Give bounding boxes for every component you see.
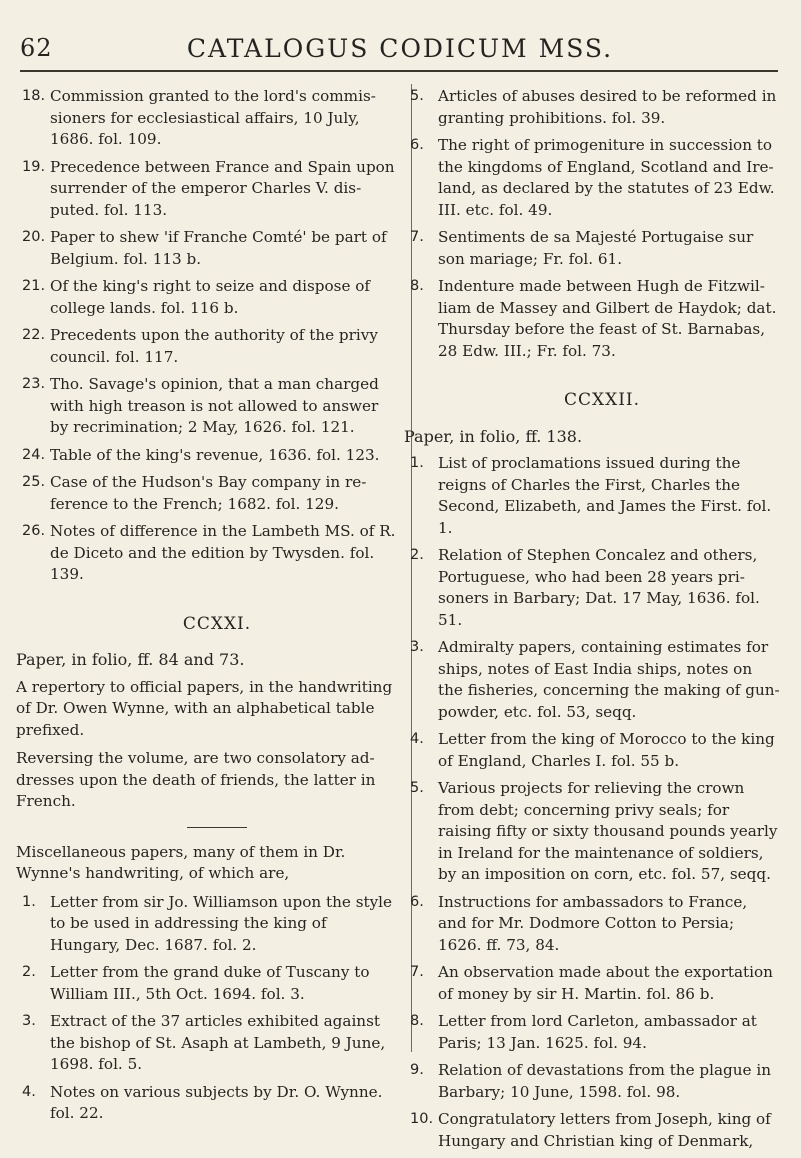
left-entries-ccxxi <box>22 892 398 1125</box>
entry-text: Sentiments de sa Majesté Portugaise sur son mariage; Fr. fol. 61. <box>438 228 754 268</box>
entry-text: Admiralty papers, containing estimates for ships, notes of East India ships, notes on the fisheries, concerning the making of gunpowder, etc. fol. 53, seqq. <box>438 638 780 721</box>
entry-number: 19. <box>22 158 46 175</box>
catalogue-entry <box>22 445 398 467</box>
entry-number: 21. <box>22 278 46 294</box>
catalogue-entry <box>410 86 780 129</box>
entry-number: 4. <box>22 1083 36 1100</box>
left-entries-continued <box>22 86 398 586</box>
entry-number: 2. <box>22 964 36 980</box>
entry-text: Extract of the 37 articles exhibited against the bishop of St. Asaph at Lambeth, 9 June, 1698. fol. 5. <box>50 1012 386 1073</box>
entry-number: 10. <box>410 1111 434 1127</box>
catalogue-entry <box>22 472 398 515</box>
entry-text: Precedence between France and Spain upon surrender of the emperor Charles V. disputed. fol. 113. <box>50 157 395 219</box>
entry-number: 8. <box>410 278 424 294</box>
entry-text: Various projects for relieving the crown from debt; concerning privy seals; for raising fifty or sixty thousand pounds yearly in Ireland for the maintenance of soldiers, by an imposition on corn, etc. fol. 57, seqq. <box>438 779 778 883</box>
entry-text: Instructions for ambassadors to France, and for Mr. Dodmore Cotton to Persia; 1626. ff. 73, 84. <box>438 892 748 954</box>
entry-number: 9. <box>410 1062 424 1078</box>
catalogue-entry <box>22 325 398 368</box>
right-column <box>404 86 780 1158</box>
catalogue-entry <box>22 1082 398 1125</box>
section-divider <box>187 827 247 828</box>
page-number: 62 <box>20 34 53 62</box>
catalogue-entry <box>410 545 780 631</box>
entry-number: 26. <box>22 523 46 539</box>
description-paragraph: Reversing the volume, are two consolatory addresses upon the death of friends, the latter in French. <box>16 749 376 810</box>
section-subheading-ccxxii: Paper, in folio, ff. 138. <box>404 426 583 446</box>
description-paragraph: Miscellaneous papers, many of them in Dr. Wynne's handwriting, of which are, <box>16 842 346 882</box>
catalogue-entry <box>410 729 780 772</box>
entry-number: 7. <box>410 964 424 980</box>
catalogue-entry <box>410 453 780 539</box>
entry-text: Letter from the grand duke of Tuscany to William III., 5th Oct. 1694. fol. 3. <box>50 963 370 1003</box>
entry-number: 6. <box>410 137 424 153</box>
catalogue-entry <box>410 1109 780 1152</box>
catalogue-entry <box>22 86 398 151</box>
catalogue-entry <box>22 521 398 586</box>
entry-text: Precedents upon the authority of the privy council. fol. 117. <box>50 326 378 366</box>
entry-number: 8. <box>410 1013 424 1029</box>
running-title: CATALOGUS CODICUM MSS. <box>186 34 614 63</box>
catalogue-entry <box>410 962 780 1005</box>
entry-number: 18. <box>22 88 46 104</box>
entry-text: Letter from the king of Morocco to the king of England, Charles I. fol. 55 b. <box>438 730 775 770</box>
left-column <box>16 86 398 1131</box>
catalogue-entry <box>410 892 780 957</box>
entry-number: 1. <box>22 893 36 910</box>
entry-number: 5. <box>410 780 424 796</box>
catalogue-entry <box>22 276 398 319</box>
entry-number: 6. <box>410 893 424 910</box>
entry-text: Case of the Hudson's Bay company in reference to the French; 1682. fol. 129. <box>50 473 367 513</box>
catalogue-entry <box>22 374 398 439</box>
entry-text: Indenture made between Hugh de Fitzwilliam de Massey and Gilbert de Haydok; dat. Thursday before the feast of St. Barnabas, 28 Edw. III.; Fr. fol. 73. <box>438 277 777 360</box>
header-rule <box>20 70 778 72</box>
entry-text: Relation of Stephen Concalez and others, Portuguese, who had been 28 years prisoners in Barbary; Dat. 17 May, 1636. fol. 51. <box>438 546 760 629</box>
entry-number: 25. <box>22 474 46 490</box>
catalogue-entry <box>410 135 780 221</box>
entry-text: Commission granted to the lord's commissioners for ecclesiastical affairs, 10 July, 1686. fol. 109. <box>50 87 376 148</box>
entry-text: Letter from sir Jo. Williamson upon the style to be used in addressing the king of Hungary, Dec. 1687. fol. 2. <box>50 892 393 954</box>
entry-text: Relation of devastations from the plague in Barbary; 10 June, 1598. fol. 98. <box>438 1061 771 1101</box>
catalogue-entry <box>22 962 398 1005</box>
entry-text: Of the king's right to seize and dispose of college lands. fol. 116 b. <box>50 277 371 317</box>
entry-number: 1. <box>410 455 424 471</box>
entry-number: 20. <box>22 229 46 245</box>
right-entries-ccxxii <box>410 453 780 1152</box>
entry-text: The right of primogeniture in succession to the kingdoms of England, Scotland and Ireland, as declared by the statutes of 23 Edw. III. etc. fol. 49. <box>438 136 775 219</box>
section-subheading-ccxxi: Paper, in folio, ff. 84 and 73. <box>16 650 245 669</box>
entry-text: Articles of abuses desired to be reformed in granting prohibitions. fol. 39. <box>438 87 777 127</box>
entry-number: 7. <box>410 229 424 245</box>
catalogue-entry <box>410 637 780 723</box>
entry-number: 24. <box>22 446 46 463</box>
entry-text: An observation made about the exportation of money by sir H. Martin. fol. 86 b. <box>438 963 773 1003</box>
entry-text: Tho. Savage's opinion, that a man charged with high treason is not allowed to answer by recrimination; 2 May, 1626. fol. 121. <box>50 375 379 436</box>
catalogue-entry <box>22 892 398 957</box>
entry-text: Congratulatory letters from Joseph, king of Hungary and Christian king of Denmark, <box>438 1110 771 1150</box>
entry-number: 3. <box>410 639 424 655</box>
entry-number: 2. <box>410 547 424 563</box>
description-paragraph: A repertory to official papers, in the handwriting of Dr. Owen Wynne, with an alphabetical table prefixed. <box>16 677 393 739</box>
catalogue-entry <box>22 227 398 270</box>
catalogue-entry <box>410 1011 780 1054</box>
entry-number: 5. <box>410 88 424 104</box>
section-heading-ccxxii: CCXXII. <box>563 390 641 410</box>
catalogue-entry <box>410 276 780 362</box>
entry-text: Table of the king's revenue, 1636. fol. 123. <box>50 445 380 464</box>
entry-text: Notes on various subjects by Dr. O. Wynne. fol. 22. <box>50 1082 383 1122</box>
entry-number: 3. <box>22 1013 36 1029</box>
entry-text: Paper to shew 'if Franche Comté' be part of Belgium. fol. 113 b. <box>50 228 387 268</box>
section-heading-ccxxi: CCXXI. <box>182 613 252 634</box>
right-entries-continued <box>410 86 780 362</box>
catalogue-entry <box>22 1011 398 1076</box>
entry-text: List of proclamations issued during the reigns of Charles the First, Charles the Second, Elizabeth, and James the First. fol. 1. <box>438 454 772 537</box>
page-header <box>20 34 780 66</box>
entry-number: 23. <box>22 376 46 392</box>
catalogue-entry <box>410 227 780 270</box>
catalogue-entry <box>22 157 398 222</box>
entry-text: Letter from lord Carleton, ambassador at Paris; 13 Jan. 1625. fol. 94. <box>438 1012 757 1052</box>
catalogue-entry <box>410 778 780 886</box>
entry-number: 4. <box>410 731 424 747</box>
entry-text: Notes of difference in the Lambeth MS. of R. de Diceto and the edition by Twysden. fol. 139. <box>50 522 396 583</box>
entry-number: 22. <box>22 327 46 343</box>
